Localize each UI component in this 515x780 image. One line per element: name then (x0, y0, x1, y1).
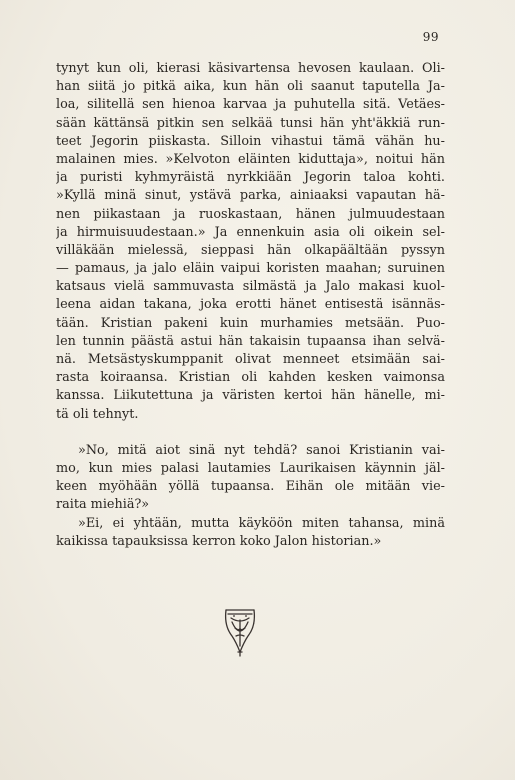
ornament-icon (222, 606, 258, 658)
text-line: mo, kun mies palasi lautamies Laurikaisen käynnin jäl- (56, 460, 445, 476)
text-line: nä. Metsästyskumppanit olivat menneet etsimään sai- (56, 352, 445, 367)
text-line: »Ei, ei yhtään, mutta käyköön miten tahansa, minä (78, 515, 445, 531)
paragraph (56, 515, 445, 551)
paragraph (56, 60, 445, 424)
text-line: »Kyllä minä sinut, ystävä parka, ainiaaksi vapautan hä- (56, 188, 445, 204)
text-line: nen piikastaan ja ruoskastaan, hänen julmuudestaan (56, 206, 445, 222)
text-line: tynyt kun oli, kierasi käsivartensa hevosen kaulaan. Oli- (56, 61, 445, 76)
text-line: kaikissa tapauksissa kerron koko Jalon historian.» (56, 533, 382, 549)
body-text (56, 60, 445, 551)
text-line: leena aidan takana, joka erotti hänet entisestä isännäs- (56, 297, 445, 313)
text-line: han siitä jo pitkä aika, kun hän oli saanut taputella Ja- (56, 79, 445, 95)
text-line: loa, silitellä sen hienoa karvaa ja puhutella sitä. Vetäes- (56, 97, 445, 113)
text-line: villäkään mielessä, sieppasi hän olkapäältään pyssyn (56, 242, 445, 258)
text-line: raita miehiä?» (56, 497, 150, 513)
text-line: malainen mies. »Kelvoton eläinten kiduttaja», noitui hän (56, 151, 445, 167)
text-line: ja hirmuisuudestaan.» Ja ennenkuin asia oli oikein sel- (56, 224, 445, 240)
text-line: teet Jegorin piiskasta. Silloin vihastui tämä vähän hu- (56, 133, 445, 149)
page-number: 99 (422, 30, 439, 44)
text-line: katsaus vielä sammuvasta silmästä ja Jalo makasi kuol- (56, 279, 445, 295)
text-line: — pamaus, ja jalo eläin vaipui koristen maahan; suruinen (56, 261, 445, 277)
text-line: sään kättänsä pitkin sen selkää tunsi hän yht'äkkiä run- (56, 115, 445, 131)
text-line: tä oli tehnyt. (56, 406, 139, 422)
text-line: »No, mitä aiot sinä nyt tehdä? sanoi Kristianin vai- (78, 442, 445, 458)
text-line: len tunnin päästä astui hän takaisin tupaansa ihan selvä- (56, 333, 445, 349)
text-line: rasta koiraansa. Kristian oli kahden kesken vaimonsa (56, 370, 445, 386)
paragraph (56, 442, 445, 515)
text-line: kanssa. Liikutettuna ja väristen kertoi hän hänelle, mi- (56, 388, 445, 404)
text-line: keen myöhään yöllä tupaansa. Eihän ole mitään vie- (56, 479, 445, 495)
text-line: ja puristi kyhmyräistä nyrkkiään Jegorin taloa kohti. (56, 170, 445, 186)
text-line: tään. Kristian pakeni kuin murhamies metsään. Puo- (56, 315, 445, 331)
